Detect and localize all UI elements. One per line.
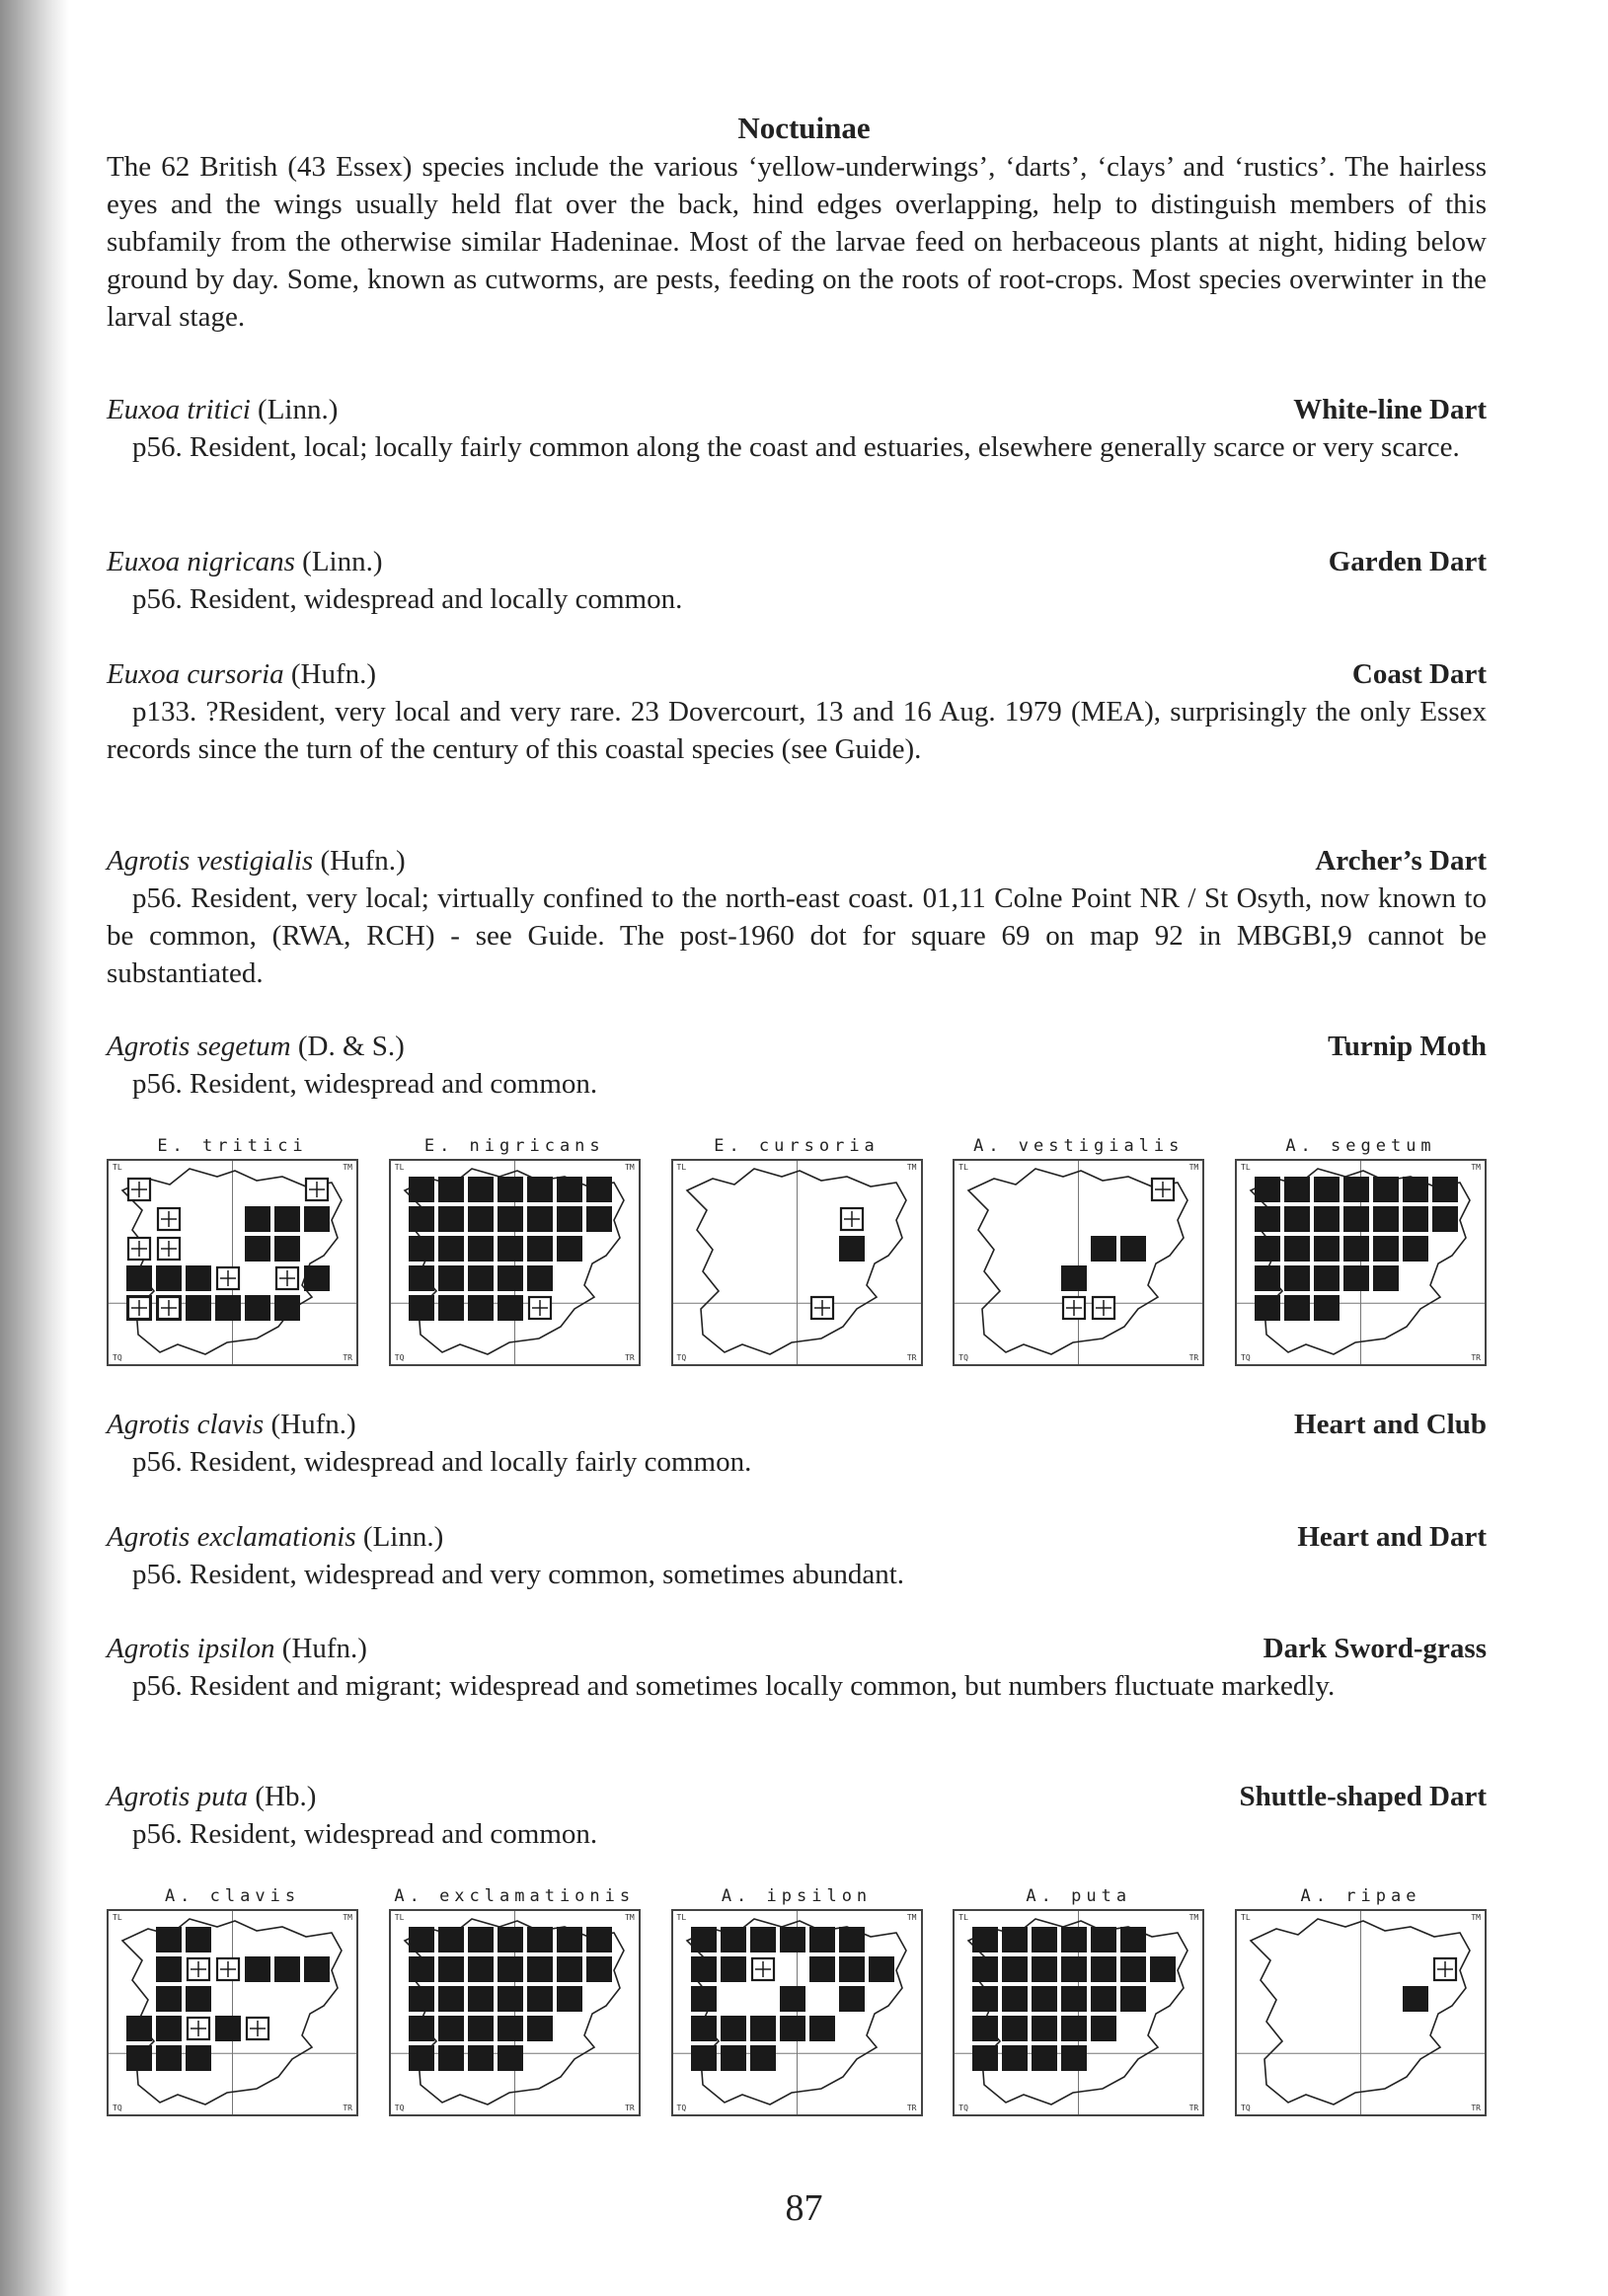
map-frame <box>953 1909 1204 2116</box>
species-entry <box>107 543 1487 618</box>
record-square-filled <box>780 2016 805 2041</box>
essex-grid-map <box>391 1911 639 2114</box>
record-square-filled <box>1032 1927 1057 1952</box>
record-square-filled <box>869 1956 894 1982</box>
record-square-filled <box>1343 1177 1369 1202</box>
corner-label-sw: TQ <box>394 1353 405 1362</box>
record-square-filled <box>1255 1206 1280 1232</box>
record-square-filled <box>468 1986 494 2012</box>
record-square-filled <box>527 1927 553 1952</box>
record-square-filled <box>409 1206 434 1232</box>
record-square-filled <box>498 1295 523 1321</box>
record-square-filled <box>438 1236 464 1262</box>
record-square-filled <box>721 1956 746 1982</box>
record-square-filled <box>586 1206 612 1232</box>
record-square-filled <box>468 1177 494 1202</box>
record-square-filled <box>527 1956 553 1982</box>
corner-label-se: TR <box>1188 1353 1199 1362</box>
record-square-filled <box>557 1956 582 1982</box>
essex-grid-map <box>1237 1911 1485 2114</box>
record-square-filled <box>186 1986 211 2012</box>
record-square-filled <box>156 1927 182 1952</box>
author: (Hb.) <box>248 1781 317 1812</box>
species-description: p56. Resident, local; locally fairly common along the coast and estuaries, elsewhere generally scarce or very scarce. <box>132 431 1460 463</box>
scientific-name: Agrotis puta <box>107 1781 249 1812</box>
corner-label-nw: TL <box>113 1913 122 1922</box>
record-square-filled <box>1120 1927 1146 1952</box>
record-square-filled <box>1314 1236 1340 1262</box>
record-square-filled <box>468 1236 494 1262</box>
record-square-filled <box>1032 2016 1057 2041</box>
record-square-filled <box>304 1206 330 1232</box>
distribution-map <box>953 1883 1204 2116</box>
map-frame <box>389 1909 641 2116</box>
record-square-filled <box>438 1177 464 1202</box>
map-title: E. nigricans <box>423 1136 605 1156</box>
record-square-filled <box>972 1986 998 2012</box>
record-square-filled <box>186 1927 211 1952</box>
record-square-filled <box>809 2016 835 2041</box>
scientific-name: Agrotis clavis <box>107 1409 265 1440</box>
record-square-filled <box>1284 1265 1310 1291</box>
corner-label-sw: TQ <box>1241 2104 1251 2112</box>
record-square-filled <box>972 2016 998 2041</box>
corner-label-se: TR <box>1188 2104 1199 2112</box>
author: (Hufn.) <box>274 1633 367 1664</box>
record-square-filled <box>498 1177 523 1202</box>
corner-label-sw: TQ <box>1241 1353 1251 1362</box>
corner-label-se: TR <box>1471 2104 1481 2112</box>
intro-paragraph: The 62 British (43 Essex) species include the various ‘yellow-underwings’, ‘darts’, ‘clays’ and ‘rustics’. The hairless eyes and the wings usually held flat over the back, hind edges overlapping, help to distinguish members of this subfamily from the otherwise similar Hadeninae. Most of the larvae feed on herbaceous plants at night, hiding below ground by day. Some, known as cutworms, are pests, feeding on the roots of root-crops. Most species overwinter in the larval stage. <box>107 151 1487 333</box>
page-gutter-shadow <box>0 0 69 2296</box>
record-square-filled <box>1403 1986 1428 2012</box>
record-square-filled <box>721 1927 746 1952</box>
record-square-filled <box>409 1236 434 1262</box>
record-square-filled <box>809 1927 835 1952</box>
common-name: Garden Dart <box>1328 546 1487 577</box>
record-square-filled <box>1002 1927 1028 1952</box>
record-square-filled <box>409 1177 434 1202</box>
record-square-filled <box>527 1265 553 1291</box>
record-square-filled <box>245 1206 270 1232</box>
record-square-filled <box>409 1295 434 1321</box>
species-entry <box>107 1630 1487 1705</box>
species-description: p56. Resident, very local; virtually confined to the north-east coast. 01,11 Colne Point NR / St Osyth, now known to be common, (RWA, RCH) - see Guide. The post-1960 dot for square 69 on map 92 in MBGBI,9 cannot be substantiated. <box>107 882 1487 989</box>
record-square-filled <box>1091 1236 1116 1262</box>
distribution-map <box>671 1883 923 2116</box>
record-square-filled <box>557 1177 582 1202</box>
record-square-filled <box>972 1956 998 1982</box>
record-square-filled <box>1373 1206 1399 1232</box>
record-square-filled <box>1061 2045 1087 2071</box>
record-square-filled <box>215 1295 241 1321</box>
record-square-filled <box>1255 1265 1280 1291</box>
record-square-filled <box>1091 1956 1116 1982</box>
record-square-filled <box>498 1206 523 1232</box>
corner-label-ne: TM <box>625 1913 635 1922</box>
record-square-filled <box>1120 1956 1146 1982</box>
record-square-filled <box>1061 2016 1087 2041</box>
record-square-filled <box>839 1927 865 1952</box>
distribution-maps-row-1 <box>107 1133 1487 1366</box>
record-square-filled <box>409 1927 434 1952</box>
record-square-filled <box>1432 1177 1458 1202</box>
common-name: Coast Dart <box>1351 658 1487 690</box>
record-square-filled <box>1091 2016 1116 2041</box>
map-frame <box>671 1159 923 1366</box>
scientific-name: Euxoa nigricans <box>107 546 295 577</box>
record-square-filled <box>1150 1956 1176 1982</box>
record-square-filled <box>156 2016 182 2041</box>
map-title: A. ripae <box>1300 1886 1421 1906</box>
record-square-filled <box>156 1265 182 1291</box>
record-square-filled <box>750 1927 776 1952</box>
record-square-filled <box>438 1956 464 1982</box>
corner-label-ne: TM <box>906 1163 917 1172</box>
record-square-filled <box>1002 2016 1028 2041</box>
record-square-filled <box>691 1927 717 1952</box>
record-square-filled <box>468 1956 494 1982</box>
record-square-filled <box>409 2016 434 2041</box>
map-frame <box>953 1159 1204 1366</box>
species-entry <box>107 1778 1487 1853</box>
corner-label-sw: TQ <box>676 1353 687 1362</box>
record-square-filled <box>1061 1956 1087 1982</box>
corner-label-nw: TL <box>958 1163 968 1172</box>
record-square-filled <box>527 1986 553 2012</box>
record-square-filled <box>1061 1927 1087 1952</box>
distribution-map <box>671 1133 923 1366</box>
distribution-map <box>389 1133 641 1366</box>
common-name: Dark Sword-grass <box>1263 1633 1487 1664</box>
species-entry <box>107 1028 1487 1103</box>
corner-label-ne: TM <box>1188 1163 1199 1172</box>
record-square-filled <box>156 1956 182 1982</box>
corner-label-sw: TQ <box>113 1353 122 1362</box>
map-title: A. vestigialis <box>973 1136 1185 1156</box>
map-title: A. puta <box>1026 1886 1132 1906</box>
distribution-map <box>1235 1883 1487 2116</box>
common-name: Shuttle-shaped Dart <box>1239 1781 1487 1812</box>
record-square-filled <box>186 2045 211 2071</box>
corner-label-sw: TQ <box>113 2104 122 2112</box>
record-square-filled <box>557 1927 582 1952</box>
corner-label-nw: TL <box>394 1163 405 1172</box>
record-square-filled <box>438 1206 464 1232</box>
map-frame <box>1235 1159 1487 1366</box>
record-square-filled <box>557 1986 582 2012</box>
author: (Linn.) <box>250 394 339 425</box>
record-square-filled <box>1120 1236 1146 1262</box>
author: (D. & S.) <box>290 1031 405 1062</box>
author: (Hufn.) <box>283 658 377 690</box>
record-square-filled <box>468 2016 494 2041</box>
record-square-filled <box>586 1177 612 1202</box>
distribution-map <box>953 1133 1204 1366</box>
record-square-filled <box>1255 1177 1280 1202</box>
record-square-filled <box>1284 1206 1310 1232</box>
record-square-filled <box>126 2016 152 2041</box>
record-square-filled <box>274 1295 300 1321</box>
species-description: p56. Resident, widespread and common. <box>132 1068 598 1100</box>
record-square-filled <box>438 1265 464 1291</box>
scientific-name: Euxoa cursoria <box>107 658 284 690</box>
record-square-filled <box>274 1206 300 1232</box>
map-frame <box>107 1909 358 2116</box>
record-square-filled <box>1032 1956 1057 1982</box>
record-square-filled <box>1091 1927 1116 1952</box>
corner-label-ne: TM <box>1188 1913 1199 1922</box>
record-square-filled <box>780 1986 805 2012</box>
author: (Linn.) <box>355 1521 444 1553</box>
record-square-filled <box>721 2045 746 2071</box>
corner-label-ne: TM <box>343 1163 352 1172</box>
common-name: Archer’s Dart <box>1315 845 1487 877</box>
corner-label-sw: TQ <box>394 2104 405 2112</box>
record-square-filled <box>156 2045 182 2071</box>
common-name: Turnip Moth <box>1328 1031 1487 1062</box>
record-square-filled <box>1403 1177 1428 1202</box>
corner-label-nw: TL <box>676 1163 687 1172</box>
record-square-filled <box>468 1206 494 1232</box>
corner-label-sw: TQ <box>676 2104 687 2112</box>
author: (Hufn.) <box>313 845 406 877</box>
corner-label-se: TR <box>1471 1353 1481 1362</box>
record-square-filled <box>438 2016 464 2041</box>
corner-label-sw: TQ <box>958 1353 968 1362</box>
record-square-filled <box>1343 1206 1369 1232</box>
map-title: E. cursoria <box>714 1136 880 1156</box>
corner-label-nw: TL <box>113 1163 122 1172</box>
record-square-filled <box>527 1236 553 1262</box>
record-square-filled <box>586 1956 612 1982</box>
corner-label-se: TR <box>625 1353 635 1362</box>
record-square-filled <box>1284 1295 1310 1321</box>
record-square-filled <box>1403 1206 1428 1232</box>
map-title: A. clavis <box>164 1886 301 1906</box>
map-title: A. segetum <box>1285 1136 1436 1156</box>
corner-label-ne: TM <box>1471 1163 1481 1172</box>
record-square-filled <box>1373 1236 1399 1262</box>
corner-label-ne: TM <box>1471 1913 1481 1922</box>
record-square-filled <box>557 1236 582 1262</box>
corner-label-nw: TL <box>394 1913 405 1922</box>
map-title: E. tritici <box>157 1136 308 1156</box>
species-entry <box>107 1406 1487 1481</box>
common-name: Heart and Club <box>1294 1409 1487 1440</box>
common-name: Heart and Dart <box>1297 1521 1487 1553</box>
record-square-filled <box>304 1265 330 1291</box>
record-square-filled <box>1032 2045 1057 2071</box>
scientific-name: Agrotis vestigialis <box>107 845 314 877</box>
record-square-filled <box>972 1927 998 1952</box>
distribution-map <box>389 1883 641 2116</box>
record-square-filled <box>468 2045 494 2071</box>
essex-grid-map <box>673 1911 921 2114</box>
map-title: A. ipsilon <box>721 1886 873 1906</box>
scientific-name: Agrotis segetum <box>107 1031 291 1062</box>
record-square-filled <box>1120 1986 1146 2012</box>
record-square-filled <box>1343 1236 1369 1262</box>
corner-label-ne: TM <box>906 1913 917 1922</box>
record-square-filled <box>468 1295 494 1321</box>
species-description: p56. Resident, widespread and common. <box>132 1818 598 1850</box>
record-square-filled <box>1032 1986 1057 2012</box>
record-square-filled <box>215 2016 241 2041</box>
record-square-filled <box>498 1986 523 2012</box>
record-square-filled <box>304 1956 330 1982</box>
record-square-filled <box>1284 1236 1310 1262</box>
record-square-filled <box>186 1295 211 1321</box>
record-square-filled <box>438 1927 464 1952</box>
record-square-filled <box>1314 1177 1340 1202</box>
record-square-filled <box>527 1177 553 1202</box>
corner-label-nw: TL <box>1241 1913 1251 1922</box>
corner-label-sw: TQ <box>958 2104 968 2112</box>
record-square-filled <box>126 1265 152 1291</box>
record-square-filled <box>1314 1206 1340 1232</box>
record-square-filled <box>1091 1986 1116 2012</box>
essex-grid-map <box>391 1161 639 1364</box>
record-square-filled <box>1314 1265 1340 1291</box>
species-description: p133. ?Resident, very local and very rare. 23 Dovercourt, 13 and 16 Aug. 1979 (MEA), surprisingly the only Essex records since the turn of the century of this coastal species (see Guide). <box>107 696 1487 765</box>
record-square-filled <box>274 1236 300 1262</box>
map-title: A. exclamationis <box>394 1886 636 1906</box>
record-square-filled <box>245 1956 270 1982</box>
record-square-filled <box>498 2016 523 2041</box>
author: (Linn.) <box>294 546 383 577</box>
record-square-filled <box>498 1956 523 1982</box>
record-square-filled <box>498 1236 523 1262</box>
essex-grid-map <box>955 1161 1202 1364</box>
record-square-filled <box>839 1986 865 2012</box>
scientific-name: Agrotis ipsilon <box>107 1633 275 1664</box>
section-heading: Noctuinae <box>737 111 871 145</box>
record-square-filled <box>1432 1206 1458 1232</box>
record-square-filled <box>126 2045 152 2071</box>
record-square-filled <box>1373 1177 1399 1202</box>
corner-label-ne: TM <box>343 1913 352 1922</box>
record-square-filled <box>691 1956 717 1982</box>
corner-label-se: TR <box>906 1353 917 1362</box>
record-square-filled <box>1284 1177 1310 1202</box>
record-square-filled <box>1255 1295 1280 1321</box>
distribution-map <box>1235 1133 1487 1366</box>
record-square-filled <box>438 1295 464 1321</box>
record-square-filled <box>527 2016 553 2041</box>
corner-label-se: TR <box>625 2104 635 2112</box>
distribution-maps-row-2 <box>107 1883 1487 2116</box>
distribution-map <box>107 1133 358 1366</box>
essex-grid-map <box>109 1911 356 2114</box>
corner-label-se: TR <box>906 2104 917 2112</box>
record-square-filled <box>438 1986 464 2012</box>
record-square-filled <box>1403 1236 1428 1262</box>
record-square-filled <box>1314 1295 1340 1321</box>
species-description: p56. Resident and migrant; widespread and sometimes locally common, but numbers fluctuate markedly. <box>132 1670 1336 1702</box>
essex-grid-map <box>1237 1161 1485 1364</box>
record-square-filled <box>527 1206 553 1232</box>
record-square-filled <box>750 2045 776 2071</box>
corner-label-nw: TL <box>958 1913 968 1922</box>
record-square-filled <box>245 1236 270 1262</box>
record-square-filled <box>409 1265 434 1291</box>
scientific-name: Euxoa tritici <box>107 394 251 425</box>
record-square-filled <box>691 2045 717 2071</box>
map-frame <box>671 1909 923 2116</box>
essex-grid-map <box>109 1161 356 1364</box>
essex-grid-map <box>673 1161 921 1364</box>
record-square-filled <box>498 2045 523 2071</box>
record-square-filled <box>409 2045 434 2071</box>
record-square-filled <box>409 1956 434 1982</box>
record-square-filled <box>1002 1986 1028 2012</box>
corner-label-se: TR <box>343 1353 352 1362</box>
distribution-map <box>107 1883 358 2116</box>
record-square-filled <box>839 1956 865 1982</box>
record-square-filled <box>691 1986 717 2012</box>
corner-label-ne: TM <box>625 1163 635 1172</box>
corner-label-nw: TL <box>676 1913 687 1922</box>
record-square-filled <box>1061 1265 1087 1291</box>
record-square-filled <box>498 1265 523 1291</box>
page-number: 87 <box>785 2187 823 2229</box>
record-square-filled <box>1255 1236 1280 1262</box>
corner-label-se: TR <box>343 2104 352 2112</box>
record-square-filled <box>468 1927 494 1952</box>
record-square-filled <box>245 1295 270 1321</box>
species-description: p56. Resident, widespread and very common, sometimes abundant. <box>132 1559 905 1590</box>
species-description: p56. Resident, widespread and locally common. <box>132 583 683 615</box>
species-entry <box>107 1518 1487 1593</box>
species-description: p56. Resident, widespread and locally fairly common. <box>132 1446 752 1478</box>
map-frame <box>107 1159 358 1366</box>
record-square-filled <box>468 1265 494 1291</box>
record-square-filled <box>156 1986 182 2012</box>
record-square-filled <box>438 2045 464 2071</box>
record-square-filled <box>1002 1956 1028 1982</box>
record-square-filled <box>274 1956 300 1982</box>
record-square-filled <box>839 1236 865 1262</box>
record-square-filled <box>1373 1265 1399 1291</box>
species-entry <box>107 655 1487 768</box>
record-square-filled <box>1061 1986 1087 2012</box>
record-square-filled <box>809 1956 835 1982</box>
record-square-filled <box>691 2016 717 2041</box>
record-square-filled <box>721 2016 746 2041</box>
species-entry <box>107 842 1487 992</box>
common-name: White-line Dart <box>1293 394 1487 425</box>
essex-grid-map <box>955 1911 1202 2114</box>
record-square-filled <box>498 1927 523 1952</box>
record-square-filled <box>780 1927 805 1952</box>
record-square-filled <box>409 1986 434 2012</box>
species-entry <box>107 391 1487 466</box>
record-square-filled <box>972 2045 998 2071</box>
record-square-filled <box>557 1206 582 1232</box>
scientific-name: Agrotis exclamationis <box>107 1521 356 1553</box>
record-square-filled <box>750 2016 776 2041</box>
map-frame <box>1235 1909 1487 2116</box>
record-square-filled <box>1343 1265 1369 1291</box>
record-square-filled <box>186 1265 211 1291</box>
map-frame <box>389 1159 641 1366</box>
record-square-filled <box>586 1927 612 1952</box>
record-square-filled <box>1002 2045 1028 2071</box>
corner-label-nw: TL <box>1241 1163 1251 1172</box>
author: (Hufn.) <box>264 1409 356 1440</box>
